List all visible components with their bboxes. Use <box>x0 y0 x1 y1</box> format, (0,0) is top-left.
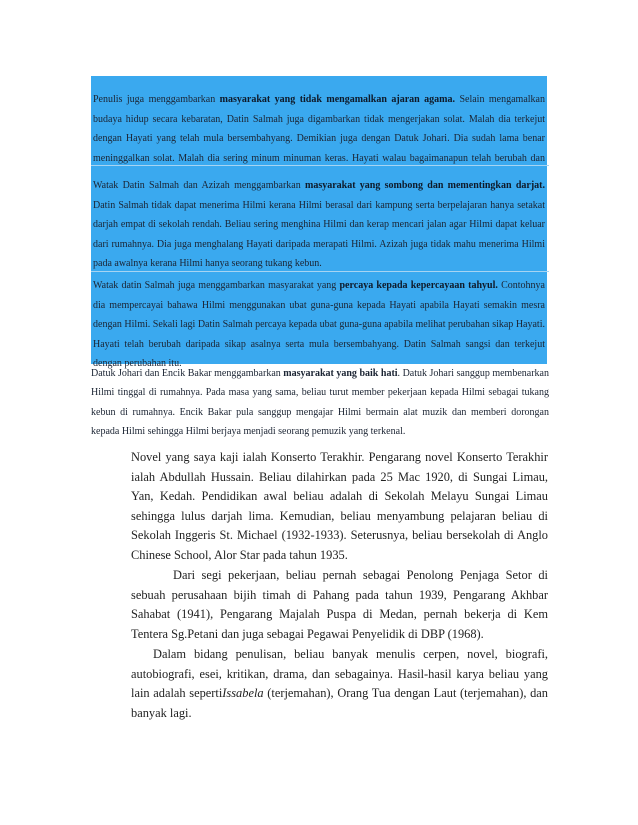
text-run: Selain mengamalkan budaya hidup secara kebaratan, Datin Salmah juga digambarkan tidak mengerjakan solat. Malah dia terkejut dengan Hayati yang telah mula bersembahyang. Demikian juga dengan Datuk Johari. Dia sudah lama benar meninggalkan solat. Malah dia sering minum minuman keras. Hayati walau bagaimanapun telah berubah dan <box>93 94 545 164</box>
bold-key-point: masyarakat yang sombong dan mementingkan darjat. <box>304 180 545 191</box>
paragraph-text <box>91 364 549 441</box>
text-run: Penulis juga menggambarkan <box>93 94 220 105</box>
bold-key-point: percaya kepada kepercayaan tahyul. <box>339 280 498 291</box>
paragraph-text: Novel yang saya kaji ialah Konserto Terakhir. Pengarang novel Konserto Terakhir ialah Abdullah Hussain. Beliau dilahirkan pada 25 Mac 1920, di Sungai Limau, Yan, Kedah. Pendidikan awal beliau adalah di Sekolah Melayu Sungai Limau sehingga lulus darjah lima. Kemudian, beliau menyambung pelajaran beliau di Sekolah Inggeris St. Michael (1932-1933). Seterusnya, beliau bersekolah di Anglo Chinese School, Alor Star pada tahun 1935. <box>131 450 548 562</box>
text-run: Watak datin Salmah juga menggambarkan masyarakat yang <box>93 280 340 291</box>
paragraph-text <box>131 645 548 723</box>
text-run: Dalam bidang penulisan, beliau banyak menulis cerpen, novel, biografi, autobiografi, esei, kritikan, drama, dan sebagainya. Hasil-hasil karya beliau yang lain adalah seperti <box>131 647 548 701</box>
highlighted-paragraph-superstition <box>91 274 547 369</box>
text-run: Contohnya dia mempercayai bahawa Hilmi menggunakan ubat guna-guna kepada Hayati apabila Hayati semakin mesra dengan Hilmi. Sekali lagi Datin Salmah percaya kepada ubat guna-guna apabila melihat perubahan sikap Hayati. Hayati telah berubah daripada sikap asalnya serta mula bersembahyang. Datin Salmah sangsi dan terkejut dengan perubahan itu. <box>93 280 545 369</box>
text-run: (terjemahan), Orang Tua dengan Laut (terjemahan), dan banyak lagi. <box>131 686 548 720</box>
highlighted-paragraph-religion <box>91 76 547 176</box>
bold-key-point: masyarakat yang tidak mengamalkan ajaran agama. <box>219 94 455 105</box>
highlighted-paragraph-arrogance <box>91 170 547 274</box>
text-run: Datuk Johari dan Encik Bakar menggambarkan <box>91 368 284 379</box>
paragraph-text <box>91 276 547 374</box>
paragraph-kindness <box>91 364 549 441</box>
text-run: Datin Salmah tidak dapat menerima Hilmi kerana Hilmi berasal dari kampung serta berpelajaran hanya setakat darjah empat di sekolah rendah. Beliau sering menghina Hilmi dan kerap mencari jalan agar Hilmi dapat keluar dari rumahnya. Dia juga menghalang Hayati daripada merapati Hilmi. Azizah juga tidak mahu menerima Hilmi pada awalnya kerana Hilmi hanya seorang tukang kebun. <box>93 199 545 269</box>
essay-paragraph-writing <box>131 645 548 723</box>
paragraph-divider <box>91 271 549 272</box>
paragraph-divider <box>91 165 549 166</box>
text-run: Watak Datin Salmah dan Azizah menggambarkan <box>93 180 305 191</box>
text-run: . Datuk Johari sanggup membenarkan Hilmi tinggal di rumahnya. Pada masa yang sama, beliau turut member pekerjaan kepada Hilmi sebagai tukang kebun di rumahnya. Encik Bakar pula sanggup mengajar Hilmi bermain alat muzik dan memberi dorongan kepada Hilmi sehingga Hilmi berjaya menjadi seorang pemuzik yang terkenal. <box>91 368 549 437</box>
paragraph-text <box>131 566 548 644</box>
italic-title: Issabela <box>222 686 264 701</box>
bold-key-point: masyarakat yang baik hati <box>283 368 398 379</box>
essay-paragraph-introduction <box>131 448 548 566</box>
essay-paragraph-career <box>131 566 548 644</box>
text-run: Dari segi pekerjaan, beliau pernah sebagai Penolong Penjaga Setor di sebuah perusahaan bijih timah di Pahang pada tahun 1939, Pengarang Akhbar Sahabat (1941), Pengarang Majalah Puspa di Medan, pernah bekerja di Kem Tentera Sg.Petani dan juga sebagai Pegawai Penyelidik di DBP (1968). <box>131 568 548 641</box>
paragraph-text <box>91 176 547 274</box>
